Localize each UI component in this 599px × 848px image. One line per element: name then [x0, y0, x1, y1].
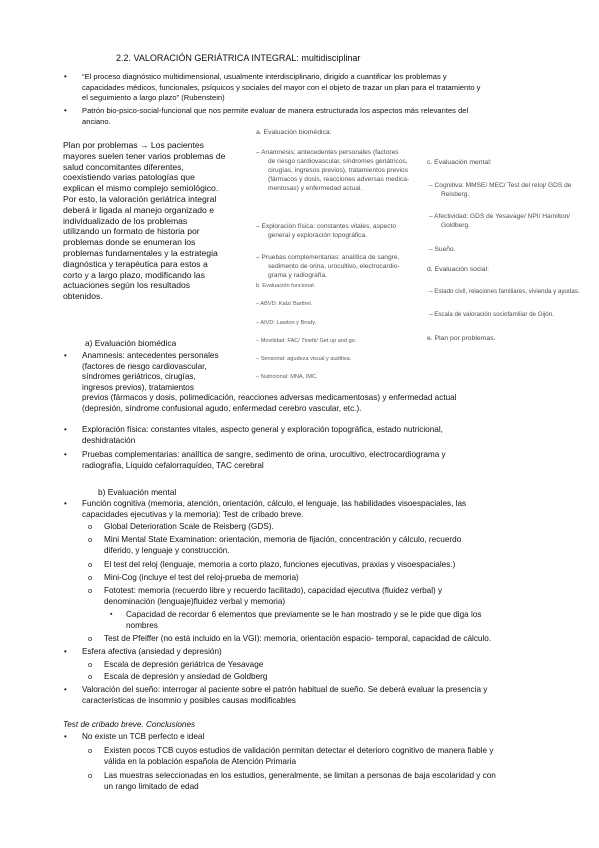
inset-anamnesis: – Anamnesis: antecedentes personales (factores de riesgo cardiovascular, síndromes geriátricos, cirugías, ingresos previos), tratamientos previos (fármacos y dosis, reacciones adversas medica- mentosas) y enfermedad actual. — [256, 149, 410, 192]
conclusion-main: No existe un TCB perfecto e ideal — [82, 732, 205, 741]
circle-bullet-icon: o — [88, 522, 93, 531]
mmse-item: Mini Mental State Examination: orientación, memoria de fijación, concentración y cálculo, recuerdo diferido, y lenguaje y construcción. — [104, 535, 462, 555]
goldberg-item: Escala de depresión y ansiedad de Goldberg — [104, 672, 268, 681]
square-bullet-icon: ▪ — [110, 611, 113, 618]
bullet-icon: • — [64, 72, 67, 81]
bullet-icon: • — [64, 499, 67, 508]
bullet-icon: • — [64, 425, 67, 434]
dash-icon: – — [256, 223, 260, 230]
inset-e-heading: e. Plan por problemas. — [427, 335, 496, 342]
bullet-icon: • — [64, 685, 67, 694]
circle-bullet-icon: o — [88, 586, 93, 595]
dash-icon: – — [256, 149, 260, 156]
conclusion-sub: Las muestras seleccionadas en los estudios, generalmente, se limitan a personas de baja escolaridad y con un rango limitado de edad — [104, 771, 496, 791]
circle-bullet-icon: o — [88, 535, 93, 544]
bullet-icon: • — [64, 450, 67, 459]
inset-funcional-item: – ABVD: Katz/ Barthel. — [256, 301, 313, 307]
dash-icon: – — [256, 254, 260, 261]
plan-paragraph: Plan por problemas → Los pacientes mayores suelen tener varios problemas de salud concomitantes diferentes, coexistiendo varias patologías que explican el mismo complejo semiológico. Por esto, la valoración geriátrica integral deberá ir ligada al manejo organizado e individualizado de los problemas utilizando un formato de historia por problemas donde se enumeran los problemas fundamentales y la estrategia diagnóstica y terapéutica para estos a corto y a largo plazo, modificando las actuaciones según los resultados obtenidos. — [63, 140, 226, 302]
section-a-heading: a) Evaluación biomédica — [85, 338, 177, 348]
evaluation-summary-figure — [254, 125, 599, 380]
intro-pattern: Patrón bio-psico-social-funcional que nos permite evaluar de manera estructurada los aspectos más relevantes del anciano. — [82, 106, 469, 126]
inset-funcional-item: – Sensorial: agudeza visual y auditiva. — [256, 356, 352, 362]
bullet-icon: • — [64, 351, 67, 360]
inset-funcional-item: – AIVD: Lawton y Brody. — [256, 320, 317, 326]
conclusions-heading: Test de cribado breve. Conclusiones — [63, 720, 196, 729]
inset-afectividad: – Afectividad: GDS de Yesavage/ NPI/ Hamilton/ Goldberg. — [429, 213, 571, 229]
fototest-item: Fototest: memoria (recuerdo libre y recuerdo facilitado), capacidad ejecutiva (fluidez verbal) y denominación (lenguaje)fluidez verbal y memoria) — [104, 586, 443, 606]
circle-bullet-icon: o — [88, 660, 93, 669]
inset-social-item: – Estado civil, relaciones familiares, vivienda y ayudas. — [429, 288, 580, 295]
cognitiva-item: Función cognitiva (memoria, atención, orientación, cálculo, el lenguaje, las habilidades visoespaciales, las capacidades ejecutivas y la memoria): Test de cribado breve. — [82, 499, 467, 519]
inset-funcional-item: – Movilidad: FAC/ Tinetti/ Get up and go. — [256, 338, 357, 344]
afectiva-item: Esfera afectiva (ansiedad y depresión) — [82, 647, 222, 656]
inset-cognitiva: – Cognitiva: MMSE/ MEC/ Test del reloj/ GDS de Reisberg. — [429, 182, 572, 198]
conclusion-sub: Existen pocos TCB cuyos estudios de validación permitan detectar el deterioro cognitivo de manera fiable y válida en la población española de Atención Primaria — [104, 746, 494, 766]
minicog-item: Mini-Cog (incluye el test del reloj-prueba de memoria) — [104, 573, 299, 582]
section-b-heading: b) Evaluación mental — [98, 487, 177, 497]
inset-funcional-item: – Nutricional: MNA, IMC. — [256, 374, 318, 380]
inset-sueno: – Sueño. — [429, 246, 456, 253]
circle-bullet-icon: o — [88, 771, 93, 780]
pruebas-item: Pruebas complementarias: analítica de sangre, sedimento de orina, urocultivo, electrocardiograma y radiografía, Líquido cefalorraquídeo, TAC cerebral — [82, 450, 446, 470]
circle-bullet-icon: o — [88, 560, 93, 569]
circle-bullet-icon: o — [88, 573, 93, 582]
gds-item: Global Deterioration Scale de Reisberg (GDS). — [104, 522, 274, 531]
anamnesis-item: Anamnesis: antecedentes personales (factores de riesgo cardiovascular, síndromes geriátricos, cirugías, ingresos previos), tratamientos previos (fármacos y dosis, polimedicación, reacciones adversas medicamentosas) y enfermedad actual (depresión, síndrome confusional agudo, enfermedad cerebro vascular, etc.). — [82, 351, 457, 413]
circle-bullet-icon: o — [88, 634, 93, 643]
inset-a-heading: a. Evaluación biomédica: — [256, 129, 332, 136]
inset-c-heading: c. Evaluación mental: — [427, 159, 492, 166]
bullet-icon: • — [64, 106, 67, 115]
sueno-item: Valoración del sueño: interrogar al paciente sobre el patrón habitual de sueño. Se deberá evaluar la presencia y características de insomnio y posibles causas modificables — [82, 685, 488, 705]
pfeiffer-item: Test de Pfeiffer (no está incluido en la VGI): memoria, orientación espacio- temporal, capacidad de cálculo. — [104, 634, 492, 643]
reloj-item: El test del reloj (lenguaje, memoria a corto plazo, funciones ejecutivas, praxias y visoespaciales.) — [104, 560, 456, 569]
bullet-icon: • — [64, 647, 67, 656]
circle-bullet-icon: o — [88, 746, 93, 755]
inset-exploracion: – Exploración física: constantes vitales, aspecto general y exploración topográfica. — [256, 223, 397, 239]
exploracion-item: Exploración física: constantes vitales, aspecto general y exploración topográfica, estado nutricional, deshidratación — [82, 425, 443, 445]
yesavage-item: Escala de depresión geriátrica de Yesavage — [104, 660, 264, 669]
bullet-icon: • — [64, 732, 67, 741]
inset-d-heading: d. Evaluación social: — [427, 266, 489, 273]
inset-b-heading: b. Evaluación funcional: — [256, 283, 316, 289]
circle-bullet-icon: o — [88, 672, 93, 681]
inset-pruebas: – Pruebas complementarias: analítica de sangre, sedimento de orina, urocultivo, electrocardio- grama y radiografía. — [256, 254, 400, 279]
fototest-detail: Capacidad de recordar 6 elementos que previamente se le han mostrado y se le pide que diga los nombres — [126, 610, 482, 630]
section-title: 2.2. VALORACIÓN GERIÁTRICA INTEGRAL: multidisciplinar — [116, 53, 361, 63]
inset-social-item: – Escala de valoración sociofamiliar de Gijón. — [429, 311, 554, 318]
intro-quote: “El proceso diagnóstico multidimensional, usualmente interdisciplinario, dirigido a cuantificar los problemas y capacidades médicos, funcionales, psíquicos y sociales del mayor con el objeto de trazar un plan para el tratamiento y el seguimiento a largo plazo” (Rubenstein) — [82, 72, 481, 103]
